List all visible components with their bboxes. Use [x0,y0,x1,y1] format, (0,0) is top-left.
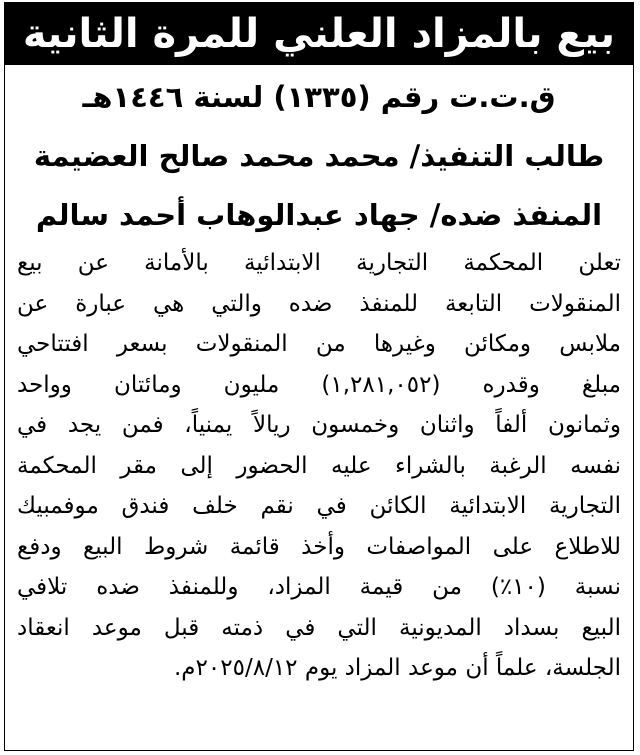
body-line: نسبة (١٠٪) من قيمة المزاد، وللمنفذ ضده تلافي [17,574,621,600]
body-line: نفسه الرغبة بالشراء عليه الحضور إلى مقر المحكمة [17,452,621,479]
body-line: للاطلاع على المواصفات وأخذ قائمة شروط البيع ودفع [17,533,621,560]
body-line: تعلن المحكمة التجارية الابتدائية بالأمانة عن بيع [17,250,621,276]
body-line: البيع بسداد المديونية التي في ذمته قبل موعد انعقاد [17,614,621,641]
notice-title: بيع بالمزاد العلني للمرة الثانية [5,3,633,65]
case-number: ق.ت.ت رقم (١٣٣٥) لسنة ١٤٤٦هـ [82,80,556,114]
auction-notice [4,2,634,751]
body-line: التجارية الابتدائية الكائن في نقم خلف فندق موفمبيك [17,493,621,519]
body-line: وثمانون ألفاً واثنان وخمسون ريالاً يمنياً، فمن يجد في [17,412,621,438]
applicant: طالب التنفيذ/ محمد محمد صالح العضيمة [33,139,605,173]
body-line: ملابس ومكائن وغيرها من المنقولات بسعر افتتاحي [17,331,621,357]
body-line: المنقولات التابعة للمنفذ ضده والتي هي عبارة عن [17,290,621,317]
respondent: المنفذ ضده/ جهاد عبدالوهاب أحمد سالم [35,198,603,232]
notice-body [17,243,621,689]
body-line: مبلغ وقدره (١,٢٨١,٠٥٢) مليون ومائتان وواحد [17,371,621,398]
body-line: الجلسة، علماً أن موعد المزاد يوم ٢٠٢٥/٨/١٢م. [173,655,621,681]
